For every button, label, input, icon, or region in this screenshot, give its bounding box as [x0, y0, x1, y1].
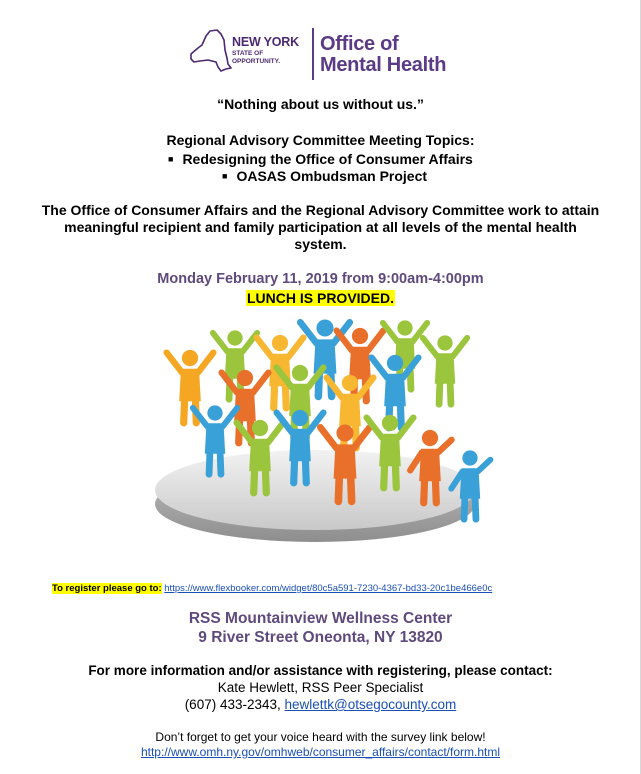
survey-text: Don’t forget to get your voice heard with the survey link below!	[155, 730, 486, 744]
contact-block	[0, 662, 641, 713]
group-of-people-on-platform-icon	[150, 318, 495, 558]
office-wordmark	[320, 34, 446, 76]
contact-phone-line	[0, 696, 641, 713]
person-figure	[423, 335, 467, 404]
topic-text: Redesigning the Office of Consumer Affairs	[182, 151, 473, 167]
venue-name: RSS Mountainview Wellness Center	[188, 610, 453, 627]
lunch-highlight: LUNCH IS PROVIDED.	[246, 290, 394, 306]
omh-logo	[188, 28, 458, 84]
venue-address: 9 River Street Oneonta, NY 13820	[198, 629, 443, 646]
contact-person: Kate Hewlett, RSS Peer Specialist	[217, 680, 424, 695]
logo-divider	[312, 28, 314, 80]
venue-block	[0, 609, 641, 647]
bullet-square-icon: ■	[168, 154, 174, 164]
event-date: Monday February 11, 2019 from 9:00am-4:00pm	[157, 271, 484, 287]
topic-item	[168, 151, 473, 167]
contact-email-link[interactable]: hewlettk@otsegocounty.com	[284, 697, 457, 712]
bullet-square-icon: ■	[222, 171, 228, 181]
motto-quote: “Nothing about us without us.”	[217, 96, 424, 112]
topic-text: OASAS Ombudsman Project	[236, 168, 428, 184]
lunch-notice	[0, 290, 641, 308]
register-label: To register please go to:	[52, 583, 162, 594]
mission-statement: The Office of Consumer Affairs and the Regional Advisory Committee work to attain meaningful recipient and family participation at all levels of the mental health system.	[41, 202, 600, 252]
person-figure	[167, 350, 214, 423]
office-line-1: Office of	[320, 33, 399, 55]
register-link[interactable]: https://www.flexbooker.com/widget/80c5a591-7230-4367-bd33-20c1be466e0c	[164, 583, 493, 594]
register-line	[52, 583, 492, 594]
office-line-2: Mental Health	[320, 54, 447, 76]
state-tagline-1: STATE OF	[232, 50, 264, 57]
state-tagline-2: OPPORTUNITY.	[232, 57, 281, 65]
survey-block	[0, 730, 641, 760]
new-york-state-map-icon	[188, 28, 232, 76]
contact-phone: (607) 433-2343,	[184, 697, 285, 712]
topics-heading: Regional Advisory Committee Meeting Topics:	[166, 132, 475, 148]
topic-item	[222, 168, 427, 184]
contact-heading: For more information and/or assistance with registering, please contact:	[88, 663, 553, 678]
state-name: NEW YORK	[232, 35, 299, 49]
survey-link[interactable]: http://www.omh.ny.gov/omhweb/consumer_affairs/contact/form.html	[140, 745, 501, 759]
nys-wordmark	[232, 34, 299, 65]
